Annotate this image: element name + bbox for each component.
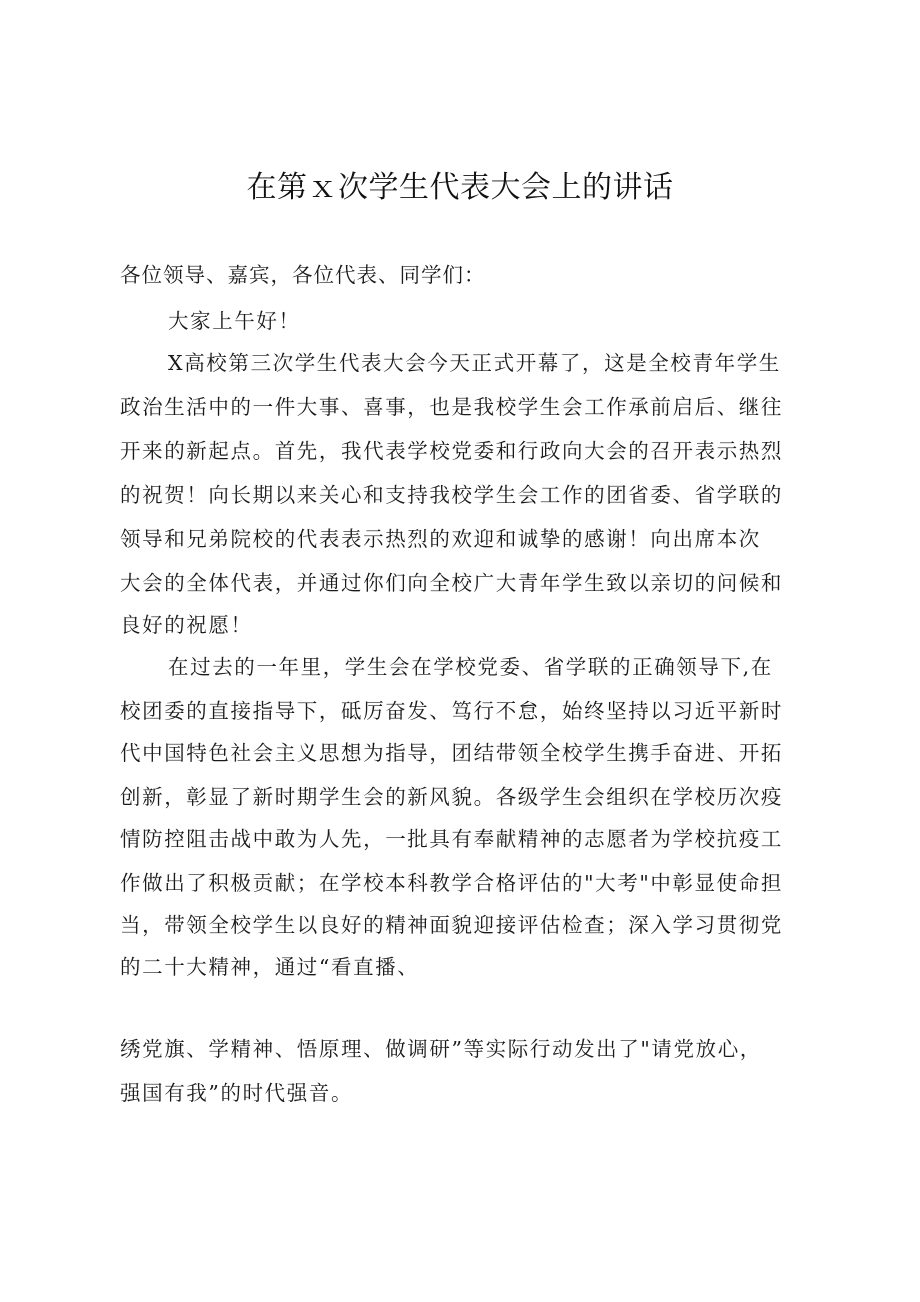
paragraph2-line: 校团委的直接指导下，砥厉奋发、笃行不怠，始终坚持以习近平新时 [120,699,783,723]
paragraph2-line: 作做出了积极贡献；在学校本科教学合格评估的"大考"中彰显使命担 [120,871,783,895]
paragraph3-line: 绣党旗、学精神、悟原理、做调研”等实际行动发出了"请党放心， [120,1037,762,1061]
paragraph1-line: 的祝贺！向长期以来关心和支持我校学生会工作的团省委、省学联的 [120,483,783,507]
paragraph2-line: 情防控阻击战中敢为人先，一批具有奉献精神的志愿者为学校抗疫工 [120,827,783,851]
paragraph2-line: 当，带领全校学生以良好的精神面貌迎接评估检查；深入学习贯彻党 [120,913,783,937]
paragraph1-line: 大会的全体代表，并通过你们向全校广大青年学生致以亲切的问候和 [120,571,783,595]
paragraph3-line: 强国有我”的时代强音。 [120,1081,354,1105]
paragraph1-line: X高校第三次学生代表大会今天正式开幕了，这是全校青年学生 [168,351,781,375]
paragraph2-line: 创新，彰显了新时期学生会的新风貌。各级学生会组织在学校历次疫 [120,785,783,809]
paragraph1-line: 开来的新起点。首先，我代表学校党委和行政向大会的召开表示热烈 [120,439,783,463]
paragraph2-line: 在过去的一年里，学生会在学校党委、省学联的正确领导下,在 [168,655,773,679]
paragraph1-line: 政治生活中的一件大事、喜事，也是我校学生会工作承前启后、继往 [120,395,783,419]
greeting: 大家上午好！ [168,309,301,333]
salutation: 各位领导、嘉宾，各位代表、同学们： [120,263,486,287]
document-title: 在第ｘ次学生代表大会上的讲话 [246,170,674,205]
paragraph2-line: 代中国特色社会主义思想为指导，团结带领全校学生携手奋进、开拓 [120,741,783,765]
paragraph1-line: 领导和兄弟院校的代表表示热烈的欢迎和诚挚的感谢！向出席本次 [120,527,761,551]
paragraph2-line: 的二十大精神，通过“看直播、 [120,955,420,979]
paragraph1-line: 良好的祝愿！ [120,613,253,637]
